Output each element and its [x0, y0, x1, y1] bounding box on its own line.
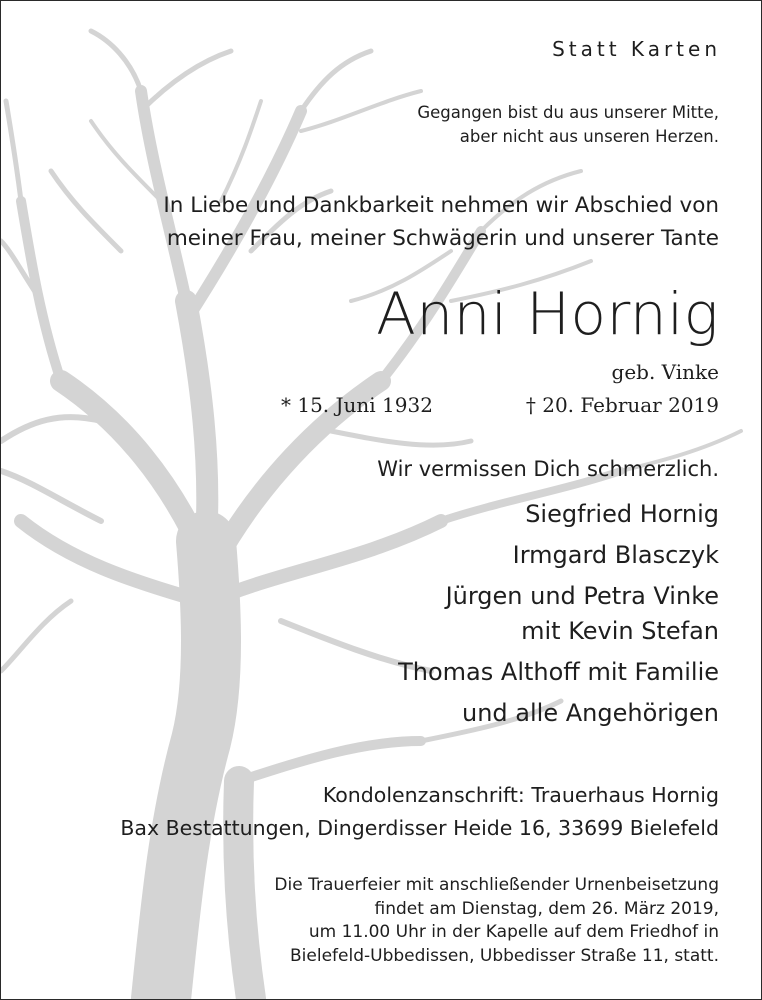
motto-line: Gegangen bist du aus unserer Mitte,	[417, 103, 719, 122]
motto-line: aber nicht aus unseren Herzen.	[459, 127, 719, 146]
mourner-name: mit Kevin Stefan	[521, 617, 719, 645]
mourner-name: Siegfried Hornig	[525, 500, 719, 528]
mourner-name: Thomas Althoff mit Familie	[398, 658, 719, 686]
ceremony-line: Die Trauerfeier mit anschließender Urnenbeisetzung	[274, 875, 719, 895]
mourner-name: Irmgard Blasczyk	[512, 541, 719, 569]
condolence-line: Bax Bestattungen, Dingerdisser Heide 16, 33699 Bielefeld	[120, 816, 719, 840]
ceremony-line: Bielefeld-Ubbedissen, Ubbedisser Straße 11, statt.	[290, 945, 719, 966]
deceased-name: Anni Hornig	[376, 280, 719, 348]
ceremony-details	[274, 874, 719, 968]
mourner-name: und alle Angehörigen	[462, 699, 719, 727]
birth-name: geb. Vinke	[611, 360, 719, 384]
condolence-line: Kondolenzanschrift: Trauerhaus Hornig	[322, 783, 719, 807]
birth-date: * 15. Juni 1932	[281, 393, 433, 417]
death-date: † 20. Februar 2019	[525, 393, 719, 417]
ceremony-line: findet am Dienstag, dem 26. März 2019,	[374, 898, 719, 919]
intro-line: meiner Frau, meiner Schwägerin und unserer Tante	[166, 226, 719, 251]
intro-line: In Liebe und Dankbarkeit nehmen wir Abschied von	[163, 193, 719, 218]
condolence-address	[120, 779, 719, 845]
statt-karten-heading: Statt Karten	[552, 37, 721, 61]
ceremony-line: um 11.00 Uhr in der Kapelle auf dem Friedhof in	[308, 922, 719, 942]
farewell-intro	[163, 189, 719, 255]
mourners-intro: Wir vermissen Dich schmerzlich.	[377, 457, 719, 481]
mourner-name: Jürgen und Petra Vinke	[445, 582, 719, 610]
motto-quote	[417, 101, 719, 149]
mourners-list	[398, 497, 719, 731]
